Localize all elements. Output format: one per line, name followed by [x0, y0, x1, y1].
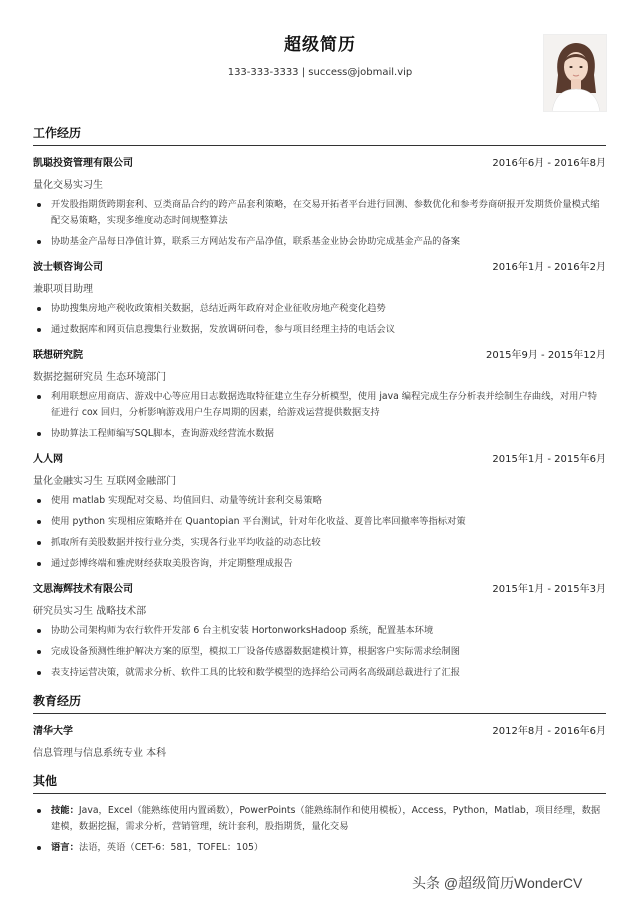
- work-experience-section: [33, 124, 606, 686]
- bullet-dot-icon: [37, 307, 41, 311]
- job-title: 量化交易实习生: [33, 180, 103, 191]
- bullet-item: 协助基金产品每日净值计算，联系三方网站发布产品净值，联系基金业协会协助完成基金产品的备案: [33, 234, 606, 250]
- bullet-dot-icon: [37, 240, 41, 244]
- candidate-name: 超级简历: [284, 35, 356, 55]
- bullet-item: 表支持运营决策，就需求分析、软件工具的比较和数学模型的选择给公司两名高级副总裁进行了汇报: [33, 665, 606, 681]
- bullet-dot-icon: [37, 203, 41, 207]
- date-range: 2016年1月 - 2016年2月: [492, 262, 606, 273]
- work-entry: [33, 450, 606, 572]
- bullet-item: 利用联想应用商店、游戏中心等应用日志数据选取特征建立生存分析模型，使用 java 编程完成生存分析表并绘制生存曲线，对用户特征进行 cox 回归，分析影响游戏用户生存周期的因素，给游戏运营提供数据支持: [33, 389, 606, 421]
- bullet-dot-icon: [37, 671, 41, 675]
- language-item: 语言：法语，英语（CET-6：581，TOFEL：105）: [33, 840, 606, 856]
- work-entry: [33, 580, 606, 681]
- bullet-dot-icon: [37, 846, 41, 850]
- profile-photo: [543, 34, 607, 112]
- date-range: 2016年6月 - 2016年8月: [492, 158, 606, 169]
- bullet-list: [33, 301, 606, 338]
- bullet-dot-icon: [37, 520, 41, 524]
- contact-info: 133-333-3333 | success@jobmail.vip: [227, 67, 413, 78]
- bullet-item: 使用 python 实现相应策略并在 Quantopian 平台测试，针对年化收益、夏普比率回撤率等指标对策: [33, 514, 606, 530]
- skills-item: 技能：Java，Excel（能熟练使用内置函数），PowerPoints（能熟练制作和使用模板），Access，Python，Matlab，项目经理，数据建模，数据挖掘，需求分析，营销管理，统计套利，股指期货，量化交易: [33, 803, 606, 835]
- bullet-dot-icon: [37, 328, 41, 332]
- date-range: 2012年8月 - 2016年6月: [492, 726, 606, 737]
- watermark-text: 头条 @超级简历WonderCV: [412, 875, 583, 891]
- bullet-item: 开发股指期货跨期套利、豆类商品合约的跨产品套利策略，在交易开拓者平台进行回测、参数优化和参考券商研报开发期货价量模式缩配交易策略，实现多维度动态时间规整算法: [33, 197, 606, 229]
- date-range: 2015年9月 - 2015年12月: [486, 350, 606, 361]
- bullet-item: 通过彭博终端和雅虎财经获取美股咨询，并定期整理成报告: [33, 556, 606, 572]
- bullet-item: 协助公司架构师为农行软件开发部 6 台主机安装 HortonworksHadoop 系统，配置基本环境: [33, 623, 606, 639]
- other-section: [33, 772, 606, 861]
- bullet-dot-icon: [37, 432, 41, 436]
- other-list: [33, 803, 606, 856]
- date-range: 2015年1月 - 2015年6月: [492, 454, 606, 465]
- bullet-dot-icon: [37, 395, 41, 399]
- bullet-item: 使用 matlab 实现配对交易、均值回归、动量等统计套利交易策略: [33, 493, 606, 509]
- bullet-dot-icon: [37, 562, 41, 566]
- date-range: 2015年1月 - 2015年3月: [492, 584, 606, 595]
- bullet-item: 协助算法工程师编写SQL脚本，查询游戏经营流水数据: [33, 426, 606, 442]
- degree-major: 信息管理与信息系统专业 本科: [33, 748, 167, 759]
- education-entry: [33, 722, 606, 759]
- bullet-dot-icon: [37, 499, 41, 503]
- bullet-list: [33, 623, 606, 681]
- work-entry: [33, 258, 606, 338]
- section-title-other: 其他: [33, 772, 606, 794]
- company-name: 人人网: [33, 454, 63, 465]
- bullet-dot-icon: [37, 809, 41, 813]
- job-title: 兼职项目助理: [33, 284, 93, 295]
- bullet-item: 完成设备预测性维护解决方案的原型，模拟工厂设备传感器数据建模计算，根据客户实际需求绘制图: [33, 644, 606, 660]
- bullet-dot-icon: [37, 650, 41, 654]
- education-section: [33, 692, 606, 759]
- job-title: 量化金融实习生 互联网金融部门: [33, 476, 177, 487]
- bullet-item: 协助搜集房地产税收政策相关数据，总结近两年政府对企业征收房地产税变化趋势: [33, 301, 606, 317]
- portrait-icon: [544, 35, 607, 112]
- company-name: 凯聪投资管理有限公司: [33, 158, 133, 169]
- work-entry: [33, 346, 606, 442]
- company-name: 波士顿咨询公司: [33, 262, 103, 273]
- company-name: 联想研究院: [33, 350, 83, 361]
- bullet-list: [33, 389, 606, 442]
- bullet-dot-icon: [37, 541, 41, 545]
- job-title: 数据挖掘研究员 生态环境部门: [33, 372, 167, 383]
- bullet-dot-icon: [37, 629, 41, 633]
- work-entry: [33, 154, 606, 250]
- job-title: 研究员实习生 战略技术部: [33, 606, 147, 617]
- bullet-list: [33, 493, 606, 572]
- bullet-item: 通过数据库和网页信息搜集行业数据，发放调研问卷，参与项目经理主持的电话会议: [33, 322, 606, 338]
- company-name: 文思海辉技术有限公司: [33, 584, 133, 595]
- section-title-work: 工作经历: [33, 124, 606, 146]
- section-title-education: 教育经历: [33, 692, 606, 714]
- bullet-list: [33, 197, 606, 250]
- school-name: 清华大学: [33, 726, 73, 737]
- bullet-item: 抓取所有美股数据并按行业分类，实现各行业平均收益的动态比较: [33, 535, 606, 551]
